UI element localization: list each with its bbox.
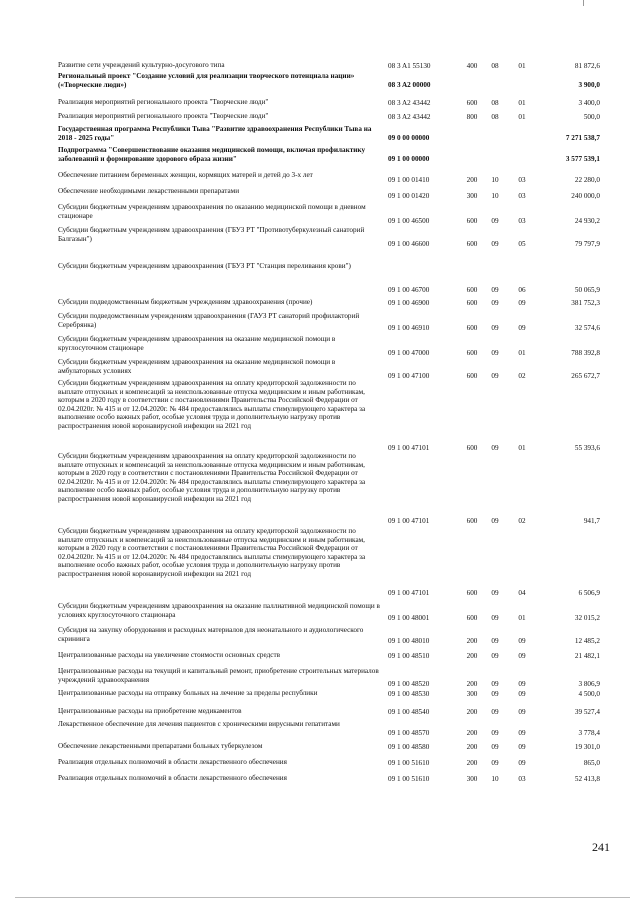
row-name: Обеспечение необходимыми лекарственными препаратами — [58, 187, 240, 195]
row-expense-type: 300 — [466, 192, 478, 200]
row-amount: 6 506,9 — [578, 589, 600, 597]
row-name: Реализация мероприятий регионального проекта "Творческие люди" — [58, 98, 269, 106]
row-subsection: 09 — [518, 324, 526, 332]
row-code: 09 1 00 48520 — [388, 680, 430, 688]
row-code: 09 1 00 48001 — [388, 614, 430, 622]
row-expense-type: 300 — [466, 775, 478, 783]
row-amount: 21 482,1 — [574, 652, 600, 660]
row-code: 09 1 00 47101 — [388, 517, 430, 525]
row-name: Субсидии подведомственным учреждениям здравоохранения (ГАУЗ РТ санаторий профилакторий Серебрянка) — [58, 312, 360, 329]
page-bottom-line — [15, 897, 630, 898]
row-code: 09 1 00 48510 — [388, 652, 430, 660]
row-expense-type: 200 — [466, 708, 478, 716]
row-expense-type: 600 — [466, 589, 478, 597]
row-subsection: 02 — [518, 517, 526, 525]
row-name: Субсидии бюджетным учреждениям здравоохранения на оплату кредиторской задолженности по выплате отпускных и компенсаций за неиспользованные отпуска медицинским и иным работникам, которым в 2020 году в соответствии с постановлениями Правительства Российской Федерации от 02.04.2020г. № 415 и от 12.04.2020г. № 484 предоставлялись выплаты стимулирующего характера за выполнение особо важных работ, особые условия труда и дополнительную нагрузку против распространения новой коронавирусной инфекции на 2021 год — [58, 379, 366, 430]
row-code: 09 1 00 47101 — [388, 589, 430, 597]
row-subsection: 09 — [518, 690, 526, 698]
row-amount: 55 393,6 — [574, 444, 600, 452]
row-code: 09 0 00 00000 — [388, 134, 430, 142]
row-section: 09 — [491, 589, 499, 597]
row-subsection: 05 — [518, 240, 526, 248]
row-subsection: 09 — [518, 299, 526, 307]
row-code: 09 1 00 47100 — [388, 372, 430, 380]
row-expense-type: 400 — [466, 62, 478, 70]
row-code: 09 1 00 01410 — [388, 176, 430, 184]
row-amount: 500,0 — [583, 113, 600, 121]
row-expense-type: 200 — [466, 652, 478, 660]
row-expense-type: 200 — [466, 680, 478, 688]
row-name: Субсидии подведомственным бюджетным учреждениям здравоохранения (прочие) — [58, 298, 313, 306]
row-expense-type: 600 — [466, 240, 478, 248]
row-code: 09 1 00 01420 — [388, 192, 430, 200]
row-name: Обеспечение лекарственными препаратами больных туберкулезом — [58, 742, 263, 750]
row-code: 09 1 00 47000 — [388, 349, 430, 357]
row-expense-type: 600 — [466, 614, 478, 622]
row-name: Централизованные расходы на приобретение медикаментов — [58, 707, 242, 715]
row-section: 09 — [491, 729, 499, 737]
row-section: 08 — [491, 113, 499, 121]
row-section: 09 — [491, 743, 499, 751]
row-name: Субсидии бюджетным учреждениям здравоохранения на оказание медицинской помощи в амбулаторных условиях — [58, 358, 336, 375]
row-name: Реализация отдельных полномочий в области лекарственного обеспечения — [58, 774, 287, 782]
row-expense-type: 600 — [466, 286, 478, 294]
row-amount: 3 806,9 — [578, 680, 600, 688]
row-subsection: 03 — [518, 775, 526, 783]
row-subsection: 09 — [518, 708, 526, 716]
row-code: 08 3 A1 55130 — [388, 62, 431, 70]
row-amount: 12 485,2 — [574, 637, 600, 645]
row-code: 08 3 A2 43442 — [388, 113, 431, 121]
row-amount: 22 280,0 — [574, 176, 600, 184]
row-subsection: 03 — [518, 217, 526, 225]
row-name: Субсидии бюджетным учреждениям здравоохранения (ГБУЗ РТ "Станция переливания крови") — [58, 262, 351, 270]
row-name: Лекарственное обеспечение для лечения пациентов с хроническими вирусными гепатитами — [58, 720, 340, 728]
row-name: Субсидии бюджетным учреждениям здравоохранения на оплату кредиторской задолженности по выплате отпускных и компенсаций за неиспользованные отпуска медицинским и иным работникам, которым в 2020 году в соответствии с постановлениями Правительства Российской Федерации от 02.04.2020г. № 415 и от 12.04.2020г. № 484 предоставлялись выплаты стимулирующего характера за выполнение особо важных работ, особые условия труда и дополнительную нагрузку против распространения новой коронавирусной инфекции на 2021 год — [58, 452, 366, 503]
row-amount: 52 413,8 — [574, 775, 600, 783]
row-code: 09 1 00 46900 — [388, 299, 430, 307]
row-expense-type: 800 — [466, 113, 478, 121]
row-name: Субсидии бюджетным учреждениям здравоохранения по оказанию медицинской помощи в дневном стационаре — [58, 203, 366, 220]
row-amount: 24 930,2 — [574, 217, 600, 225]
row-name: Централизованные расходы на текущий и капитальный ремонт, приобретение строительных материалов учреждений здравоохранения — [58, 667, 379, 684]
row-expense-type: 600 — [466, 99, 478, 107]
row-subsection: 09 — [518, 680, 526, 688]
row-expense-type: 600 — [466, 324, 478, 332]
row-amount: 3 577 539,1 — [565, 155, 600, 163]
row-amount: 381 752,3 — [571, 299, 600, 307]
row-subsection: 01 — [518, 614, 526, 622]
row-expense-type: 200 — [466, 637, 478, 645]
row-name: Региональный проект "Создание условий для реализации творческого потенциала нации» («Творческие люди») — [58, 72, 355, 89]
row-amount: 4 500,0 — [578, 690, 600, 698]
row-code: 09 1 00 46500 — [388, 217, 430, 225]
row-amount: 941,7 — [583, 517, 600, 525]
row-amount: 3 778,4 — [578, 729, 600, 737]
row-section: 09 — [491, 517, 499, 525]
row-expense-type: 200 — [466, 759, 478, 767]
row-expense-type: 600 — [466, 349, 478, 357]
row-code: 09 1 00 51610 — [388, 775, 430, 783]
row-name: Централизованные расходы на увеличение стоимости основных средств — [58, 651, 280, 659]
row-section: 08 — [491, 99, 499, 107]
row-subsection: 06 — [518, 286, 526, 294]
row-subsection: 01 — [518, 99, 526, 107]
row-amount: 3 900,0 — [578, 81, 600, 89]
row-amount: 7 271 538,7 — [565, 134, 600, 142]
row-name: Субсидии бюджетным учреждениям здравоохранения на оплату кредиторской задолженности по выплате отпускных и компенсаций за неиспользованные отпуска медицинским и иным работникам, которым в 2020 году в соответствии с постановлениями Правительства Российской Федерации от 02.04.2020г. № 415 и от 12.04.2020г. № 484 предоставлялись выплаты стимулирующего характера за выполнение особо важных работ, особые условия труда и дополнительную нагрузку против распространения новой коронавирусной инфекции на 2021 год — [58, 527, 366, 578]
row-amount: 79 797,9 — [574, 240, 600, 248]
row-amount: 240 000,0 — [571, 192, 600, 200]
row-subsection: 09 — [518, 743, 526, 751]
row-subsection: 09 — [518, 652, 526, 660]
row-amount: 32 015,2 — [574, 614, 600, 622]
row-amount: 50 065,9 — [574, 286, 600, 294]
row-amount: 3 400,0 — [578, 99, 600, 107]
row-amount: 865,0 — [583, 759, 600, 767]
row-section: 09 — [491, 759, 499, 767]
row-subsection: 03 — [518, 192, 526, 200]
row-name: Субсидии бюджетным учреждениям здравоохранения на оказание медицинской помощи в круглосуточном стационаре — [58, 335, 336, 352]
row-section: 09 — [491, 637, 499, 645]
row-code: 09 1 00 00000 — [388, 155, 430, 163]
row-code: 09 1 00 46600 — [388, 240, 430, 248]
row-subsection: 02 — [518, 372, 526, 380]
row-expense-type: 600 — [466, 217, 478, 225]
row-code: 09 1 00 46700 — [388, 286, 430, 294]
row-section: 09 — [491, 324, 499, 332]
row-amount: 265 672,7 — [571, 372, 600, 380]
row-subsection: 01 — [518, 349, 526, 357]
row-section: 09 — [491, 708, 499, 716]
row-subsection: 09 — [518, 729, 526, 737]
row-section: 10 — [491, 176, 499, 184]
row-expense-type: 600 — [466, 299, 478, 307]
row-name: Реализация мероприятий регионального проекта "Творческие люди" — [58, 112, 269, 120]
row-code: 09 1 00 47101 — [388, 444, 430, 452]
row-amount: 81 872,6 — [574, 62, 600, 70]
row-code: 09 1 00 48540 — [388, 708, 430, 716]
row-section: 09 — [491, 217, 499, 225]
row-code: 09 1 00 48570 — [388, 729, 430, 737]
row-section: 09 — [491, 680, 499, 688]
row-subsection: 01 — [518, 62, 526, 70]
row-subsection: 01 — [518, 444, 526, 452]
row-expense-type: 300 — [466, 690, 478, 698]
row-subsection: 09 — [518, 759, 526, 767]
row-name: Развитие сети учреждений культурно-досугового типа — [58, 61, 225, 69]
row-amount: 39 527,4 — [574, 708, 600, 716]
row-section: 09 — [491, 299, 499, 307]
row-code: 08 3 A2 43442 — [388, 99, 431, 107]
row-name: Подпрограмма "Совершенствование оказания медицинской помощи, включая профилактику заболеваний и формирование здорового образа жизни" — [58, 146, 366, 163]
row-name: Субсидии бюджетным учреждениям здравоохранения (ГБУЗ РТ "Противотуберкулезный санаторий Балгазын") — [58, 226, 365, 243]
row-subsection: 01 — [518, 113, 526, 121]
row-expense-type: 200 — [466, 743, 478, 751]
row-name: Обеспечение питанием беременных женщин, кормящих матерей и детей до 3-х лет — [58, 171, 313, 179]
row-section: 08 — [491, 62, 499, 70]
row-section: 09 — [491, 444, 499, 452]
row-code: 09 1 00 48010 — [388, 637, 430, 645]
row-section: 09 — [491, 652, 499, 660]
row-code: 09 1 00 51610 — [388, 759, 430, 767]
row-amount: 19 301,0 — [574, 743, 600, 751]
row-subsection: 09 — [518, 637, 526, 645]
row-amount: 788 392,8 — [571, 349, 600, 357]
row-name: Субсидия на закупку оборудования и расходных материалов для неонатального и аудиологического скрининга — [58, 626, 364, 643]
row-amount: 32 574,6 — [574, 324, 600, 332]
row-name: Государственная программа Республики Тыва "Развитие здравоохранения Республики Тыва на 2018 - 2025 годы" — [58, 125, 372, 142]
row-expense-type: 600 — [466, 444, 478, 452]
row-section: 09 — [491, 286, 499, 294]
row-code: 09 1 00 46910 — [388, 324, 430, 332]
row-subsection: 03 — [518, 176, 526, 184]
row-section: 10 — [491, 192, 499, 200]
page-number: 241 — [592, 840, 610, 854]
row-section: 10 — [491, 775, 499, 783]
row-section: 09 — [491, 690, 499, 698]
row-name: Централизованные расходы на отправку больных на лечение за пределы республики — [58, 689, 318, 697]
row-name: Реализация отдельных полномочий в области лекарственного обеспечения — [58, 758, 287, 766]
row-code: 09 1 00 48530 — [388, 690, 430, 698]
row-expense-type: 600 — [466, 517, 478, 525]
row-code: 09 1 00 48580 — [388, 743, 430, 751]
row-expense-type: 200 — [466, 729, 478, 737]
row-name: Субсидии бюджетным учреждениям здравоохранения на оказание паллиативной медицинской помощи в условиях круглосуточного стационара — [58, 602, 380, 619]
row-section: 09 — [491, 614, 499, 622]
scan-edge-mark — [583, 0, 584, 6]
row-expense-type: 600 — [466, 372, 478, 380]
row-section: 09 — [491, 372, 499, 380]
row-subsection: 04 — [518, 589, 526, 597]
row-code: 08 3 A2 00000 — [388, 81, 431, 89]
row-expense-type: 200 — [466, 176, 478, 184]
row-section: 09 — [491, 349, 499, 357]
row-section: 09 — [491, 240, 499, 248]
